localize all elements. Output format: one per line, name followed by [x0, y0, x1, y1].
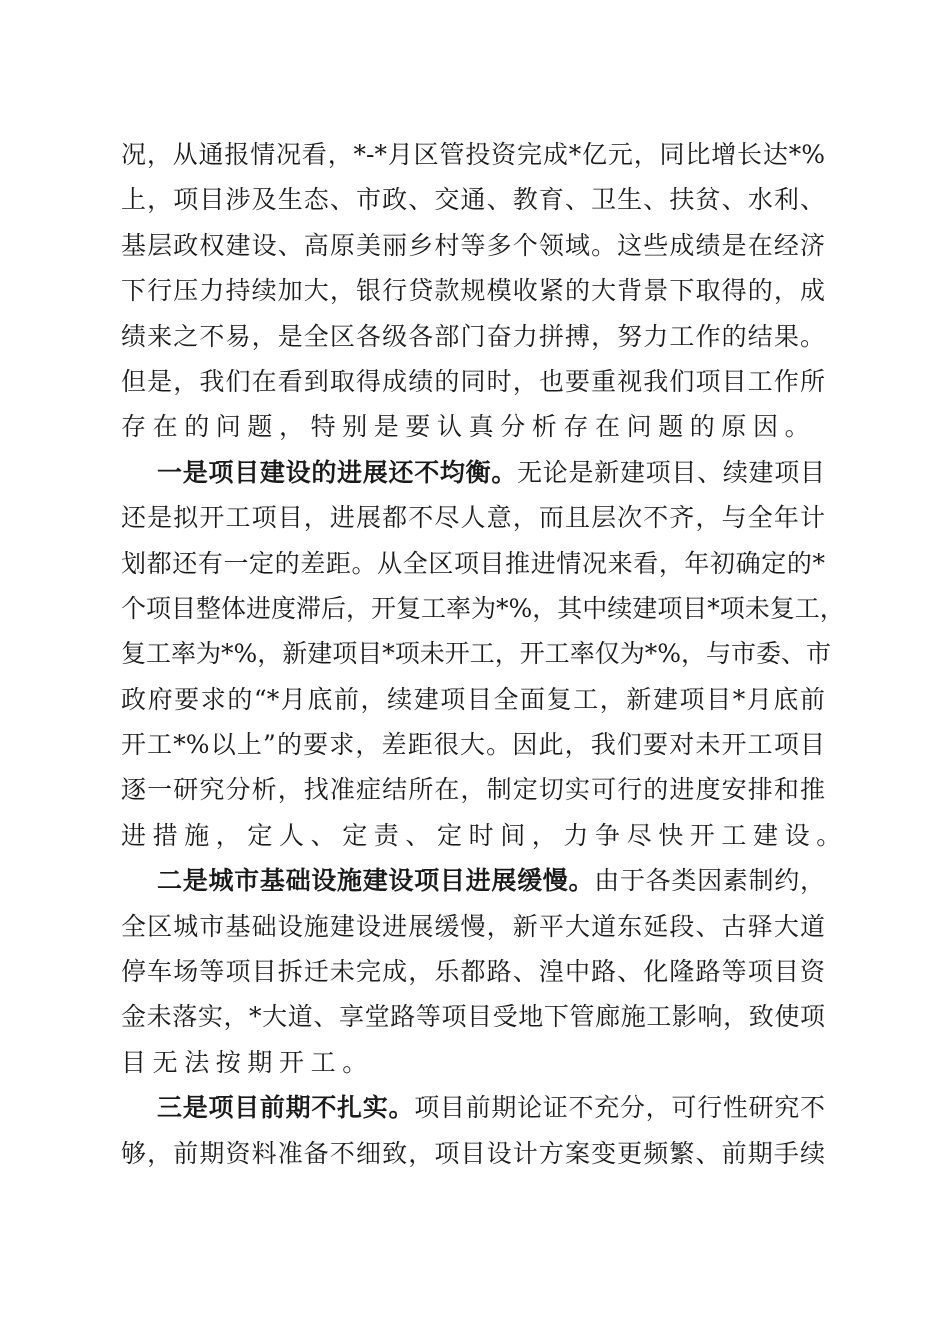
text-line: 目无法按期开工。 — [121, 1047, 374, 1077]
text-span: 无论是新建项目、续建项目 — [517, 457, 825, 487]
text-line: 逐一研究分析，找准症结所在，制定切实可行的进度安排和推 — [121, 775, 825, 805]
paragraph-issue-three — [121, 1085, 825, 1176]
text-line: 停车场等项目拆迁未完成，乐都路、湟中路、化隆路等项目资 — [121, 957, 825, 987]
paragraph-issue-one — [121, 450, 848, 859]
text-span: 由于各类因素制约， — [594, 866, 825, 896]
text-line: 政府要求的“*月底前，续建项目全面复工，新建项目*月底前 — [121, 684, 825, 714]
text-line: 基层政权建设、高原美丽乡村等多个领域。这些成绩是在经济 — [121, 230, 825, 260]
text-line: 进措施，定人、定责、定时间，力争尽快开工建设。 — [121, 820, 848, 850]
paragraph-heading: 一是项目建设的进展还不均衡。 — [157, 457, 518, 487]
paragraph-first-line — [121, 450, 825, 495]
text-line: 存在的问题，特别是要认真分析存在问题的原因。 — [121, 412, 817, 442]
document-page — [121, 132, 848, 1176]
text-line: 个项目整体进度滞后，开复工率为*%，其中续建项目*项未复工， — [121, 593, 845, 623]
text-line: 绩来之不易，是全区各级各部门奋力拼搏，努力工作的结果。 — [121, 321, 825, 351]
paragraph-heading: 二是城市基础设施建设项目进展缓慢。 — [157, 866, 595, 896]
text-span: 项目前期论证不充分，可行性研究不 — [414, 1093, 825, 1123]
text-line: 够，前期资料准备不细致，项目设计方案变更频繁、前期手续 — [121, 1138, 825, 1168]
paragraph-first-line — [121, 1085, 825, 1130]
text-line: 还是拟开工项目，进展都不尽人意，而且层次不齐，与全年计 — [121, 503, 825, 533]
text-line: 下行压力持续加大，银行贷款规模收紧的大背景下取得的，成 — [121, 276, 825, 306]
text-line: 上，项目涉及生态、市政、交通、教育、卫生、扶贫、水利、 — [121, 185, 825, 215]
text-line: 况，从通报情况看，*-*月区管投资完成*亿元，同比增长达*% — [121, 140, 825, 169]
text-line: 复工率为*%，新建项目*项未开工，开工率仅为*%，与市委、市 — [121, 639, 832, 669]
paragraph-issue-two — [121, 858, 825, 1085]
text-line: 全区城市基础设施建设进展缓慢，新平大道东延段、古驿大道 — [121, 911, 825, 941]
text-line: 但是，我们在看到取得成绩的同时，也要重视我们项目工作所 — [121, 366, 825, 396]
text-line: 划都还有一定的差距。从全区项目推进情况来看，年初确定的* — [121, 548, 825, 578]
text-line: 开工*%以上”的要求，差距很大。因此，我们要对未开工项目 — [121, 730, 825, 760]
paragraph-first-line — [121, 858, 825, 903]
paragraph-heading: 三是项目前期不扎实。 — [157, 1093, 415, 1123]
text-line: 金未落实，*大道、享堂路等项目受地下管廊施工影响，致使项 — [121, 1002, 825, 1032]
paragraph-achievements — [121, 132, 825, 450]
